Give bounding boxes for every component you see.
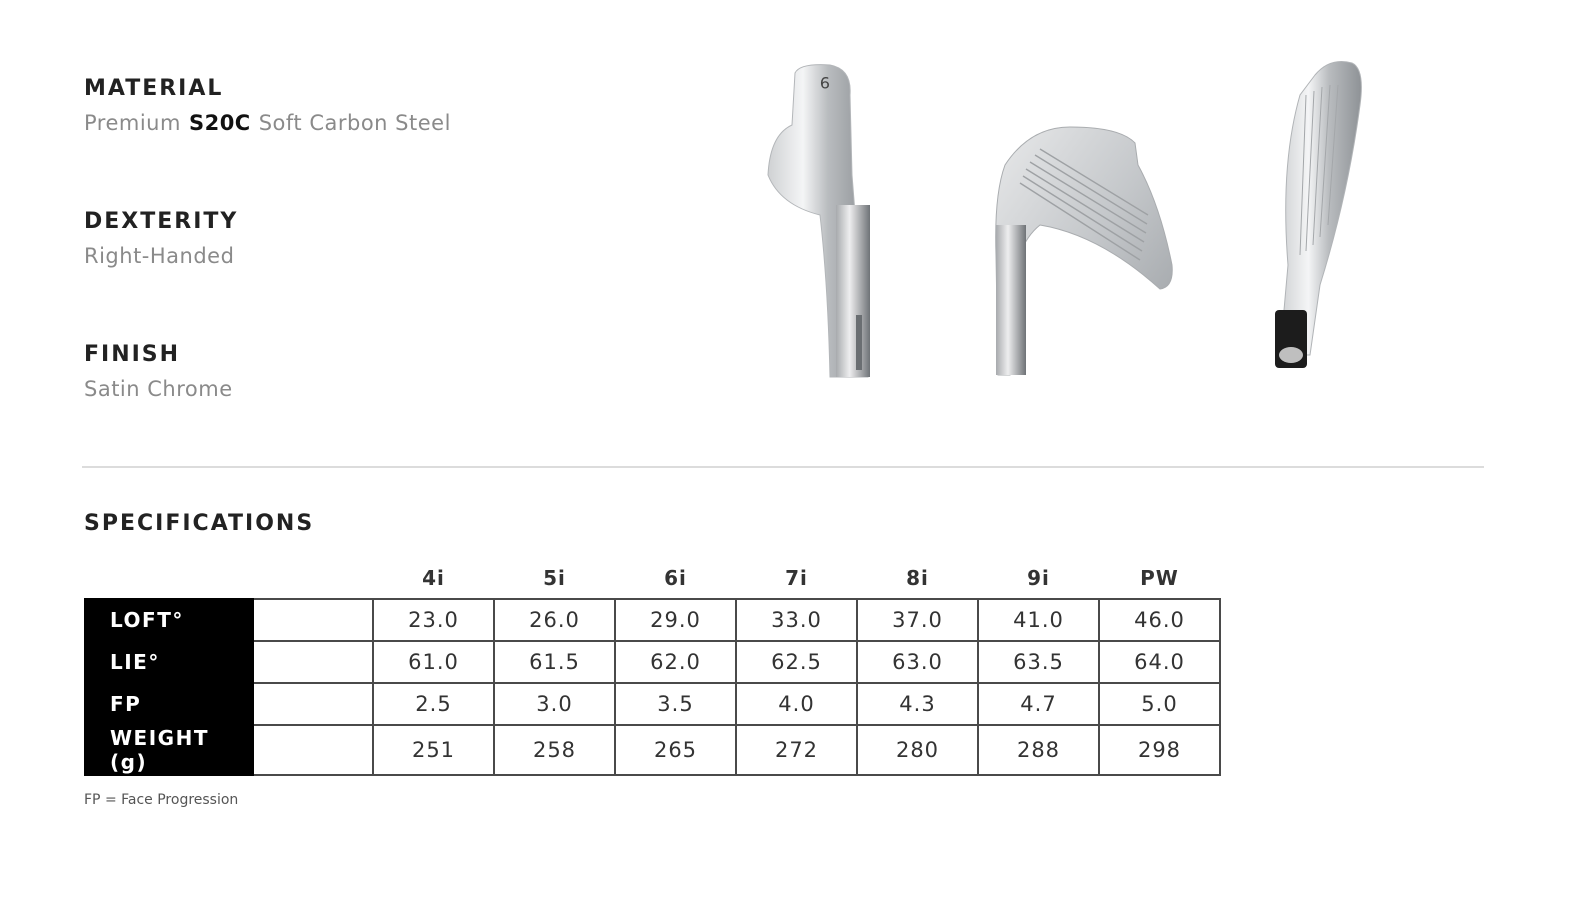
iron-face-view-image: [1275, 62, 1361, 369]
table-cell: 288: [978, 725, 1099, 775]
finish-title: FINISH: [84, 342, 181, 367]
column-header: 5i: [543, 566, 566, 590]
column-header: 7i: [785, 566, 808, 590]
table-cell: 41.0: [978, 599, 1099, 641]
club-images-svg: [740, 55, 1440, 385]
table-cell: 61.0: [373, 641, 494, 683]
finish-value: Satin Chrome: [84, 377, 233, 401]
table-cell: 63.0: [857, 641, 978, 683]
table-cell: 64.0: [1099, 641, 1220, 683]
table-cell: 62.5: [736, 641, 857, 683]
row-label: LOFT°: [85, 599, 253, 641]
dexterity-title: DEXTERITY: [84, 209, 239, 234]
material-suffix: Soft Carbon Steel: [258, 111, 451, 135]
table-cell: 61.5: [494, 641, 615, 683]
table-row: [85, 599, 1220, 641]
material-section: [84, 76, 451, 135]
material-highlight: S20C: [188, 111, 251, 135]
table-cell: 37.0: [857, 599, 978, 641]
column-header: 9i: [1027, 566, 1050, 590]
table-cell: 4.3: [857, 683, 978, 725]
table-cell: 2.5: [373, 683, 494, 725]
header-empty: [85, 558, 253, 599]
table-cell: 23.0: [373, 599, 494, 641]
table-cell: 62.0: [615, 641, 736, 683]
row-label: FP: [85, 683, 253, 725]
table-row: [85, 641, 1220, 683]
table-cell: 46.0: [1099, 599, 1220, 641]
table-cell: 5.0: [1099, 683, 1220, 725]
finish-section: [84, 342, 233, 401]
table-cell: 33.0: [736, 599, 857, 641]
dexterity-value: Right-Handed: [84, 244, 235, 268]
table-cell: 4.7: [978, 683, 1099, 725]
column-header: 4i: [422, 566, 445, 590]
specifications-title: SPECIFICATIONS: [84, 511, 315, 536]
table-cell: 29.0: [615, 599, 736, 641]
row-label: LIE°: [85, 641, 253, 683]
table-cell: 63.5: [978, 641, 1099, 683]
table-row: [85, 683, 1220, 725]
table-cell: 4.0: [736, 683, 857, 725]
section-divider: [82, 466, 1484, 468]
blank-cell: [253, 641, 373, 683]
material-title: MATERIAL: [84, 76, 224, 101]
specifications-table: [84, 558, 1221, 776]
table-cell: 3.0: [494, 683, 615, 725]
blank-cell: [253, 725, 373, 775]
column-header: 8i: [906, 566, 929, 590]
blank-cell: [253, 683, 373, 725]
iron-sole-view-image: [996, 127, 1173, 375]
table-cell: 26.0: [494, 599, 615, 641]
header-empty: [253, 558, 373, 599]
table-header-row: [85, 558, 1220, 599]
table-cell: 265: [615, 725, 736, 775]
club-images: [740, 55, 1440, 385]
material-value: [84, 111, 451, 135]
table-cell: 3.5: [615, 683, 736, 725]
column-header: 6i: [664, 566, 687, 590]
table-cell: 280: [857, 725, 978, 775]
club-number: 9: [819, 73, 830, 92]
iron-back-view-image: [768, 65, 870, 377]
column-header: PW: [1140, 566, 1179, 590]
table-row: [85, 725, 1220, 775]
dexterity-section: [84, 209, 238, 268]
material-prefix: Premium: [84, 111, 181, 135]
row-label: WEIGHT (g): [85, 725, 253, 775]
table-cell: 258: [494, 725, 615, 775]
footnote: FP = Face Progression: [84, 792, 239, 808]
blank-cell: [253, 599, 373, 641]
table-cell: 272: [736, 725, 857, 775]
table-cell: 251: [373, 725, 494, 775]
table-cell: 298: [1099, 725, 1220, 775]
